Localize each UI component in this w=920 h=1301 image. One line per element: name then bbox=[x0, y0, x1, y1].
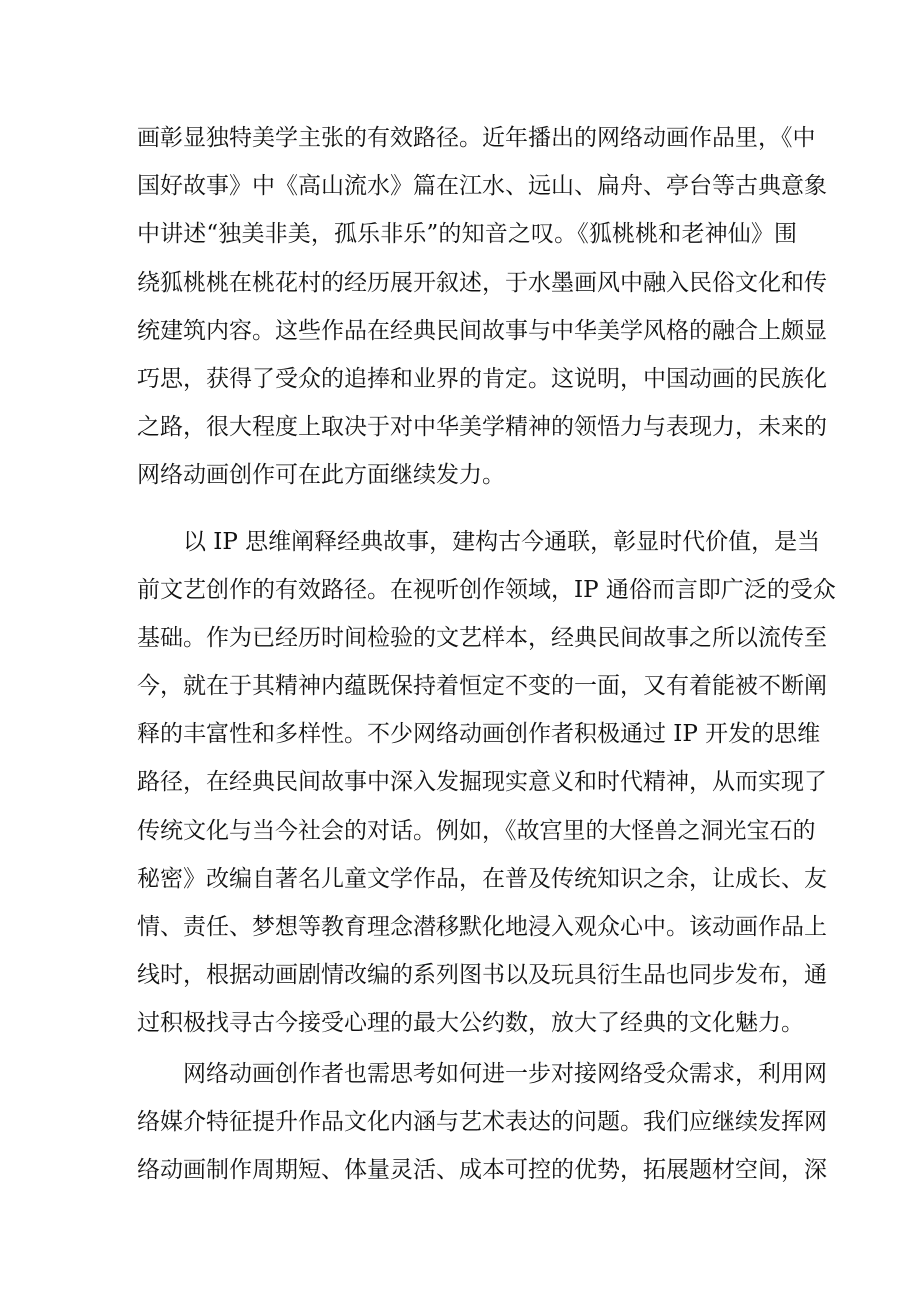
text-line: 释的丰富性和多样性。不少网络动画创作者积极通过 IP 开发的思维 bbox=[137, 721, 821, 748]
text-line: 以 IP 思维阐释经典故事，建构古今通联，彰显时代价值，是当 bbox=[183, 528, 821, 555]
text-line: 之路，很大程度上取决于对中华美学精神的领悟力与表现力，未来的 bbox=[137, 414, 827, 441]
text-line: 国好故事》中《高山流水》篇在江水、远山、扁舟、亭台等古典意象 bbox=[137, 173, 827, 200]
text-line: 网络动画创作可在此方面继续发力。 bbox=[137, 462, 505, 489]
text-line: 前文艺创作的有效路径。在视听创作领域，IP 通俗而言即广泛的受众 bbox=[137, 576, 836, 603]
text-line: 络媒介特征提升作品文化内涵与艺术表达的问题。我们应继续发挥网 bbox=[137, 1108, 827, 1135]
paragraph-2 bbox=[137, 518, 836, 1048]
text-line: 传统文化与当今社会的对话。例如，《故宫里的大怪兽之洞光宝石的 bbox=[137, 817, 816, 844]
paragraph-1 bbox=[137, 114, 827, 500]
text-line: 网络动画创作者也需思考如何进一步对接网络受众需求，利用网 bbox=[183, 1060, 827, 1087]
paragraph-3 bbox=[137, 1050, 827, 1195]
text-line: 绕狐桃桃在桃花村的经历展开叙述，于水墨画风中融入民俗文化和传 bbox=[137, 269, 827, 296]
text-line: 秘密》改编自著名儿童文学作品，在普及传统知识之余，让成长、友 bbox=[137, 865, 827, 892]
text-line: 基础。作为已经历时间检验的文艺样本，经典民间故事之所以流传至 bbox=[137, 624, 827, 651]
text-line: 情、责任、梦想等教育理念潜移默化地浸入观众心中。该动画作品上 bbox=[137, 914, 827, 940]
text-line: 中讲述“独美非美，孤乐非乐”的知音之叹。《狐桃桃和老神仙》围 bbox=[137, 221, 797, 248]
text-line: 络动画制作周期短、体量灵活、成本可控的优势，拓展题材空间，深 bbox=[137, 1156, 827, 1183]
text-line: 巧思，获得了受众的追捧和业界的肯定。这说明，中国动画的民族化 bbox=[137, 365, 827, 392]
text-line: 线时，根据动画剧情改编的系列图书以及玩具衍生品也同步发布，通 bbox=[137, 962, 827, 989]
text-line: 过积极找寻古今接受心理的最大公约数，放大了经典的文化魅力。 bbox=[137, 1010, 804, 1037]
text-line: 今，就在于其精神内蕴既保持着恒定不变的一面，又有着能被不断阐 bbox=[137, 673, 827, 700]
text-line: 统建筑内容。这些作品在经典民间故事与中华美学风格的融合上颇显 bbox=[137, 317, 827, 344]
text-line: 画彰显独特美学主张的有效路径。近年播出的网络动画作品里，《中 bbox=[137, 125, 816, 151]
text-line: 路径，在经典民间故事中深入发掘现实意义和时代精神，从而实现了 bbox=[137, 769, 827, 796]
